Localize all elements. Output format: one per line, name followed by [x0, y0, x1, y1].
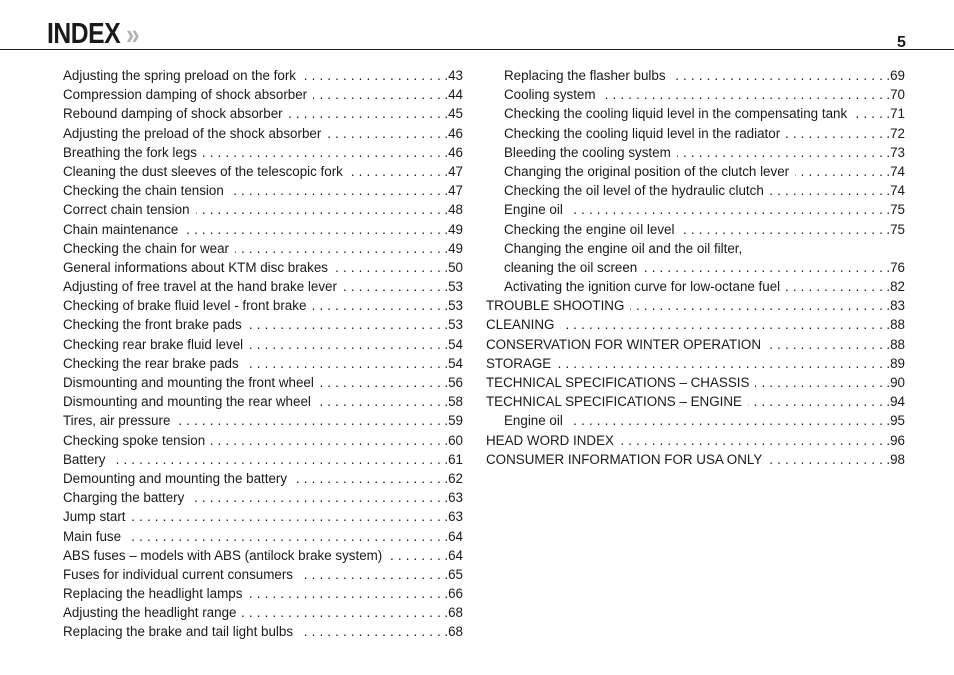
index-entry-page: .61: [443, 450, 463, 469]
dot-leader: [63, 296, 463, 315]
index-entry[interactable]: [63, 507, 463, 526]
index-entry-label: CLEANING: [486, 317, 560, 332]
index-entry-label: Changing the engine oil and the oil filter,: [504, 241, 748, 256]
dot-leader: [504, 411, 905, 430]
dot-leader: [63, 143, 463, 162]
index-entry-label: Compression damping of shock absorber: [63, 87, 313, 102]
index-entry[interactable]: [486, 200, 905, 219]
index-entry[interactable]: [63, 488, 463, 507]
index-column-right: [486, 66, 905, 469]
index-entry-page: .72: [885, 124, 905, 143]
dot-leader: [63, 622, 463, 641]
index-entry[interactable]: [63, 124, 463, 143]
dot-leader: [63, 277, 463, 296]
index-entry-page: .75: [885, 200, 905, 219]
index-entry[interactable]: [486, 277, 905, 296]
index-entry[interactable]: [486, 335, 905, 354]
index-entry-page: .63: [443, 488, 463, 507]
index-entry[interactable]: [486, 354, 905, 373]
index-entry-label: Fuses for individual current consumers: [63, 567, 299, 582]
index-entry-label: STORAGE: [486, 356, 557, 371]
index-entry[interactable]: [63, 565, 463, 584]
index-entry-label: CONSUMER INFORMATION FOR USA ONLY: [486, 452, 768, 467]
index-entry-page: .98: [885, 450, 905, 469]
dot-leader: [504, 181, 905, 200]
index-entry-page: .47: [443, 162, 463, 181]
index-entry-page: .53: [443, 296, 463, 315]
dot-leader: [504, 258, 905, 277]
index-entry-label: Adjusting of free travel at the hand brake lever: [63, 279, 343, 294]
index-entry-page: .49: [443, 239, 463, 258]
dot-leader: [504, 220, 905, 239]
index-entry-page: .56: [443, 373, 463, 392]
index-entry-page: .46: [443, 124, 463, 143]
index-entry[interactable]: [63, 258, 463, 277]
index-entry-label: Checking of brake fluid level - front brake: [63, 298, 312, 313]
index-entry[interactable]: [63, 373, 463, 392]
index-entry-page: .88: [885, 315, 905, 334]
index-entry[interactable]: [486, 296, 905, 315]
index-entry[interactable]: [486, 104, 905, 123]
index-entry-label: CONSERVATION FOR WINTER OPERATION: [486, 337, 767, 352]
index-entry-label: Checking the cooling liquid level in the radiator: [504, 126, 786, 141]
dot-leader: [504, 85, 905, 104]
index-entry-page: .47: [443, 181, 463, 200]
index-entry-page: .43: [443, 66, 463, 85]
dot-leader: [63, 181, 463, 200]
index-entry-page: .74: [885, 181, 905, 200]
index-entry-label: Demounting and mounting the battery: [63, 471, 293, 486]
index-entry-page: .49: [443, 220, 463, 239]
index-entry[interactable]: [63, 335, 463, 354]
index-entry-label: Jump start: [63, 509, 132, 524]
dot-leader: [486, 392, 905, 411]
index-entry[interactable]: [486, 143, 905, 162]
index-entry-label: Checking the cooling liquid level in the compensating tank: [504, 106, 853, 121]
dot-leader: [63, 335, 463, 354]
dot-leader: [504, 66, 905, 85]
dot-leader: [63, 200, 463, 219]
index-entry-label: Changing the original position of the clutch lever: [504, 164, 795, 179]
index-entry-label: Checking rear brake fluid level: [63, 337, 249, 352]
index-entry-page: .88: [885, 335, 905, 354]
index-entry[interactable]: [63, 220, 463, 239]
index-entry[interactable]: [486, 85, 905, 104]
index-entry[interactable]: [63, 85, 463, 104]
index-entry-page: .76: [885, 258, 905, 277]
index-entry[interactable]: [63, 584, 463, 603]
dot-leader: [63, 546, 463, 565]
index-entry-page: .96: [885, 431, 905, 450]
dot-leader: [486, 296, 905, 315]
index-entry-page: .46: [443, 143, 463, 162]
index-entry-label: Cooling system: [504, 87, 602, 102]
dot-leader: [63, 373, 463, 392]
index-entry[interactable]: [486, 220, 905, 239]
dot-leader: [63, 354, 463, 373]
index-entry-page: .66: [443, 584, 463, 603]
dot-leader: [486, 354, 905, 373]
dot-leader: [63, 392, 463, 411]
index-entry-label: Checking the oil level of the hydraulic clutch: [504, 183, 770, 198]
index-entry-label: TECHNICAL SPECIFICATIONS – CHASSIS: [486, 375, 755, 390]
dot-leader: [63, 220, 463, 239]
index-entry[interactable]: [63, 392, 463, 411]
index-entry[interactable]: [63, 411, 463, 430]
dot-leader: [486, 315, 905, 334]
index-entry-label: Charging the battery: [63, 490, 190, 505]
dot-leader: [504, 277, 905, 296]
index-entry[interactable]: [486, 392, 905, 411]
index-entry-page: .90: [885, 373, 905, 392]
dot-leader: [63, 124, 463, 143]
index-entry[interactable]: [486, 258, 905, 277]
dot-leader: [63, 258, 463, 277]
index-entry[interactable]: [63, 143, 463, 162]
index-entry-label: Dismounting and mounting the rear wheel: [63, 394, 317, 409]
index-column-left: [63, 66, 463, 642]
index-entry-label: Battery: [63, 452, 111, 467]
index-entry-page: .54: [443, 335, 463, 354]
index-entry-page: .68: [443, 622, 463, 641]
dot-leader: [63, 450, 463, 469]
index-entry-page: .53: [443, 315, 463, 334]
index-entry-label: Checking the engine oil level: [504, 222, 680, 237]
dot-leader: [63, 527, 463, 546]
index-entry-page: .54: [443, 354, 463, 373]
index-entry[interactable]: [63, 239, 463, 258]
dot-leader: [63, 431, 463, 450]
double-chevron-icon: »: [126, 19, 140, 51]
index-entry-page: .53: [443, 277, 463, 296]
index-entry-page: .64: [443, 527, 463, 546]
index-entry[interactable]: [63, 315, 463, 334]
dot-leader: [504, 239, 905, 258]
index-entry-page: .73: [885, 143, 905, 162]
index-entry[interactable]: [486, 373, 905, 392]
dot-leader: [63, 315, 463, 334]
index-entry-page: .58: [443, 392, 463, 411]
dot-leader: [63, 85, 463, 104]
index-entry-page: .74: [885, 162, 905, 181]
index-entry-page: .59: [443, 411, 463, 430]
dot-leader: [63, 488, 463, 507]
index-entry-page: .94: [885, 392, 905, 411]
index-entry-page: .50: [443, 258, 463, 277]
index-entry-page: .89: [885, 354, 905, 373]
index-entry-label: HEAD WORD INDEX: [486, 433, 620, 448]
index-entry-page: .69: [885, 66, 905, 85]
index-entry-label: Adjusting the spring preload on the fork: [63, 68, 302, 83]
index-entry[interactable]: [63, 527, 463, 546]
dot-leader: [63, 66, 463, 85]
index-entry[interactable]: [63, 104, 463, 123]
index-entry-page: .70: [885, 85, 905, 104]
index-entry-label: TROUBLE SHOOTING: [486, 298, 630, 313]
index-entry-label: Main fuse: [63, 529, 127, 544]
dot-leader: [63, 411, 463, 430]
dot-leader: [486, 431, 905, 450]
dot-leader: [63, 565, 463, 584]
index-entry[interactable]: [63, 469, 463, 488]
index-entry-label: Bleeding the cooling system: [504, 145, 677, 160]
index-entry-label: Breathing the fork legs: [63, 145, 203, 160]
index-entry[interactable]: [63, 66, 463, 85]
index-entry-page: .60: [443, 431, 463, 450]
index-entry-page: .75: [885, 220, 905, 239]
index-entry[interactable]: [63, 431, 463, 450]
index-entry-label: TECHNICAL SPECIFICATIONS – ENGINE: [486, 394, 748, 409]
page-header: [0, 0, 954, 50]
index-entry-page: .65: [443, 565, 463, 584]
index-entry[interactable]: [486, 124, 905, 143]
index-entry-page: .48: [443, 200, 463, 219]
dot-leader: [63, 162, 463, 181]
index-entry[interactable]: [63, 181, 463, 200]
dot-leader: [63, 507, 463, 526]
index-entry[interactable]: [63, 162, 463, 181]
index-entry[interactable]: [63, 277, 463, 296]
index-entry-page: .63: [443, 507, 463, 526]
index-entry-label: General informations about KTM disc brakes: [63, 260, 334, 275]
index-entry[interactable]: [486, 315, 905, 334]
index-entry-label: Activating the ignition curve for low-octane fuel: [504, 279, 786, 294]
index-entry-label: Tires, air pressure: [63, 413, 176, 428]
index-entry-page: .44: [443, 85, 463, 104]
index-entry[interactable]: [63, 622, 463, 641]
index-entry-label: Adjusting the preload of the shock absorber: [63, 126, 327, 141]
dot-leader: [486, 335, 905, 354]
index-entry-label: Rebound damping of shock absorber: [63, 106, 289, 121]
index-entry-label: Dismounting and mounting the front wheel: [63, 375, 320, 390]
index-entry-page: .95: [885, 411, 905, 430]
index-entry[interactable]: [63, 354, 463, 373]
index-entry-label: Checking the front brake pads: [63, 317, 248, 332]
index-entry-label: Checking the chain tension: [63, 183, 230, 198]
index-entry-page: .64: [443, 546, 463, 565]
dot-leader: [504, 124, 905, 143]
index-entry-label: Engine oil: [504, 202, 569, 217]
index-entry[interactable]: [486, 431, 905, 450]
index-entry-label: Adjusting the headlight range: [63, 605, 242, 620]
dot-leader: [486, 450, 905, 469]
dot-leader: [63, 584, 463, 603]
index-entry[interactable]: [63, 603, 463, 622]
index-entry[interactable]: [486, 239, 905, 258]
index-entry-label: Replacing the headlight lamps: [63, 586, 248, 601]
index-entry[interactable]: [63, 450, 463, 469]
index-entry-label: Engine oil: [504, 413, 569, 428]
index-entry-label: ABS fuses – models with ABS (antilock brake system): [63, 548, 388, 563]
dot-leader: [504, 162, 905, 181]
dot-leader: [486, 373, 905, 392]
index-entry[interactable]: [486, 181, 905, 200]
index-entry-label: Chain maintenance: [63, 222, 184, 237]
dot-leader: [504, 143, 905, 162]
index-entry-page: .68: [443, 603, 463, 622]
dot-leader: [63, 239, 463, 258]
index-entry[interactable]: [63, 200, 463, 219]
index-entry-label: Checking spoke tension: [63, 433, 211, 448]
index-entry[interactable]: [486, 450, 905, 469]
index-entry-page: .82: [885, 277, 905, 296]
index-entry[interactable]: [486, 66, 905, 85]
index-entry[interactable]: [63, 546, 463, 565]
dot-leader: [63, 469, 463, 488]
dot-leader: [63, 603, 463, 622]
page-number: 5: [897, 34, 906, 51]
index-entry-label: Checking the chain for wear: [63, 241, 235, 256]
dot-leader: [504, 200, 905, 219]
index-entry-page: .83: [885, 296, 905, 315]
index-entry-label: Checking the rear brake pads: [63, 356, 245, 371]
index-entry-label: Replacing the brake and tail light bulbs: [63, 624, 299, 639]
dot-leader: [504, 104, 905, 123]
index-entry-label: cleaning the oil screen: [504, 260, 643, 275]
index-entry-page: .62: [443, 469, 463, 488]
page-title: INDEX: [47, 18, 121, 50]
index-entry-label: Correct chain tension: [63, 202, 196, 217]
index-entry-label: Replacing the flasher bulbs: [504, 68, 672, 83]
index-entry-label: Cleaning the dust sleeves of the telescopic fork: [63, 164, 349, 179]
index-entry-page: .45: [443, 104, 463, 123]
dot-leader: [63, 104, 463, 123]
index-entry[interactable]: [486, 162, 905, 181]
index-entry-page: .71: [885, 104, 905, 123]
index-entry[interactable]: [63, 296, 463, 315]
index-entry[interactable]: [486, 411, 905, 430]
